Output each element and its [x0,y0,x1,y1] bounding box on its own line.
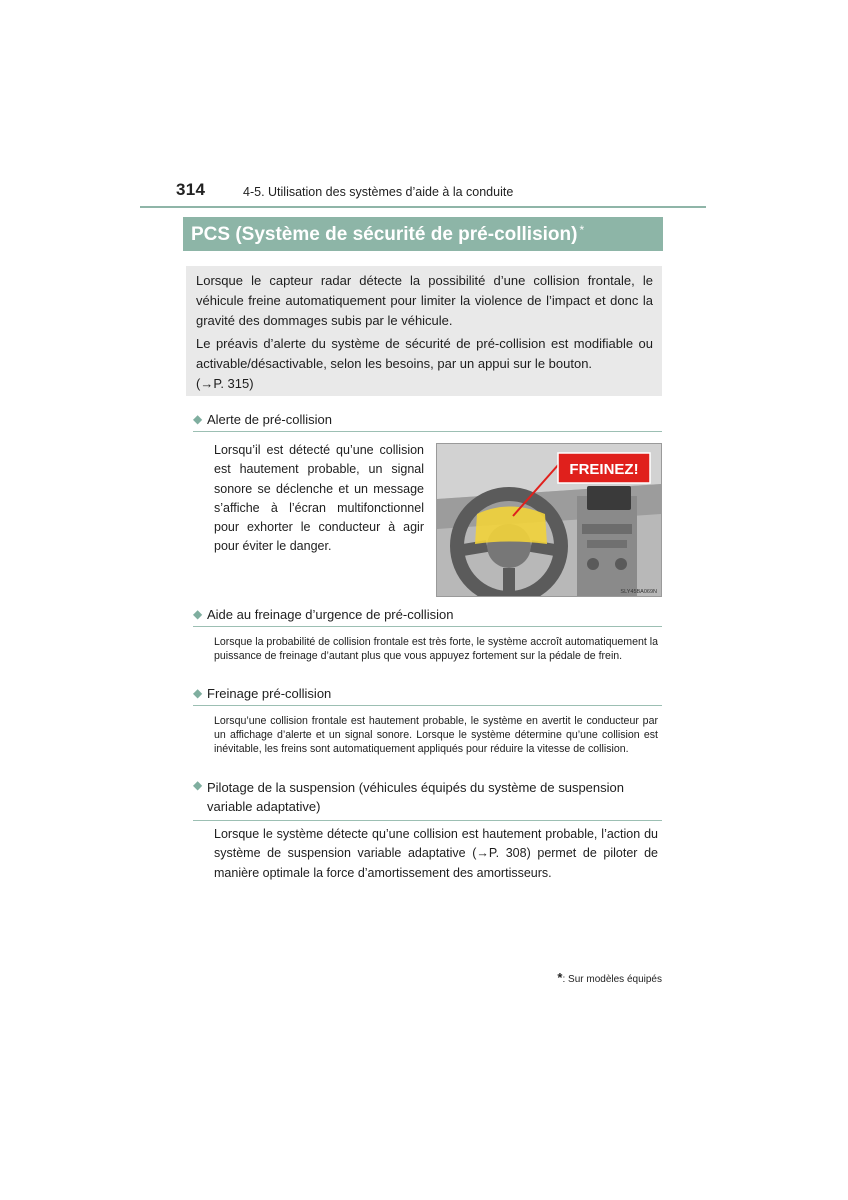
diamond-bullet-icon: ◆ [193,778,203,792]
section-heading-freinage [193,686,662,706]
intro-box [186,266,662,396]
section-heading-label: Alerte de pré-collision [207,412,333,427]
dashboard-drawing [437,444,661,596]
diamond-bullet-icon: ◆ [193,686,203,700]
header-divider [140,206,706,208]
section-heading-label: Freinage pré-collision [207,686,332,701]
intro-paragraph-2 [196,334,653,394]
section-body-alerte: Lorsqu’il est détecté qu’une collision est hautement probable, un signal sonore se déclenche et un message s’affiche à l’écran multifonctionnel pour exhorter le conducteur à agir pour éviter le danger. [214,443,424,554]
section-heading-label: Aide au freinage d’urgence de pré-collision [207,607,454,622]
title-footnote-mark: * [579,223,585,237]
section-body-suspension: Lorsque le système détecte qu’une collision est hautement probable, l’action du système de suspension variable adaptative (→P. 308) permet de piloter de manière optimale la force d’amortissement des amortisseurs. [214,827,658,880]
warning-text: FREINEZ! [569,461,639,478]
highlighted-display [475,507,547,545]
page-title-text: PCS (Système de sécurité de pré-collision) [191,224,578,245]
diamond-bullet-icon: ◆ [193,412,203,426]
section-body-aide-freinage: Lorsque la probabilité de collision frontale est très forte, le système accroît automatiquement la puissance de freinage d’autant plus que vous appuyez fortement sur la pédale de frein. [214,636,658,663]
footnote-mark: * [557,970,563,985]
section-heading-label: Pilotage de la suspension (véhicules équipés du système de suspension variable adaptative) [207,780,624,814]
page-title [183,217,663,251]
section-breadcrumb: 4-5. Utilisation des systèmes d’aide à la conduite [243,185,514,199]
section-heading-aide-freinage [193,607,662,627]
footnote-text: : Sur modèles équipés [562,974,662,985]
page-number: 314 [176,180,206,199]
footnote [555,970,662,985]
intro-paragraph-2-text: Le préavis d’alerte du système de sécurité de pré-collision est modifiable ou activable/désactivable, selon les besoins, par un appui sur le bouton. [196,336,653,371]
dashboard-illustration [436,443,662,597]
page-reference-link[interactable]: (→P. 315) [196,376,254,391]
diamond-bullet-icon: ◆ [193,607,203,621]
section-heading-alerte [193,412,662,432]
section-body-freinage: Lorsqu’une collision frontale est hautement probable, le système en avertit le conducteur par un affichage d’alerte et un signal sonore. Lorsque le système détermine qu’une collision est inévitable, les freins sont automatiquement appliqués pour réduire la vitesse de collision. [214,715,658,756]
section-heading-suspension [193,778,662,821]
intro-paragraph-1: Lorsque le capteur radar détecte la possibilité d’une collision frontale, le véhicule freine automatiquement pour limiter la violence de l’impact et donc la gravité des dommages subis par le véhicule. [196,273,653,328]
illustration-code: SLY45BA069N [620,589,657,595]
